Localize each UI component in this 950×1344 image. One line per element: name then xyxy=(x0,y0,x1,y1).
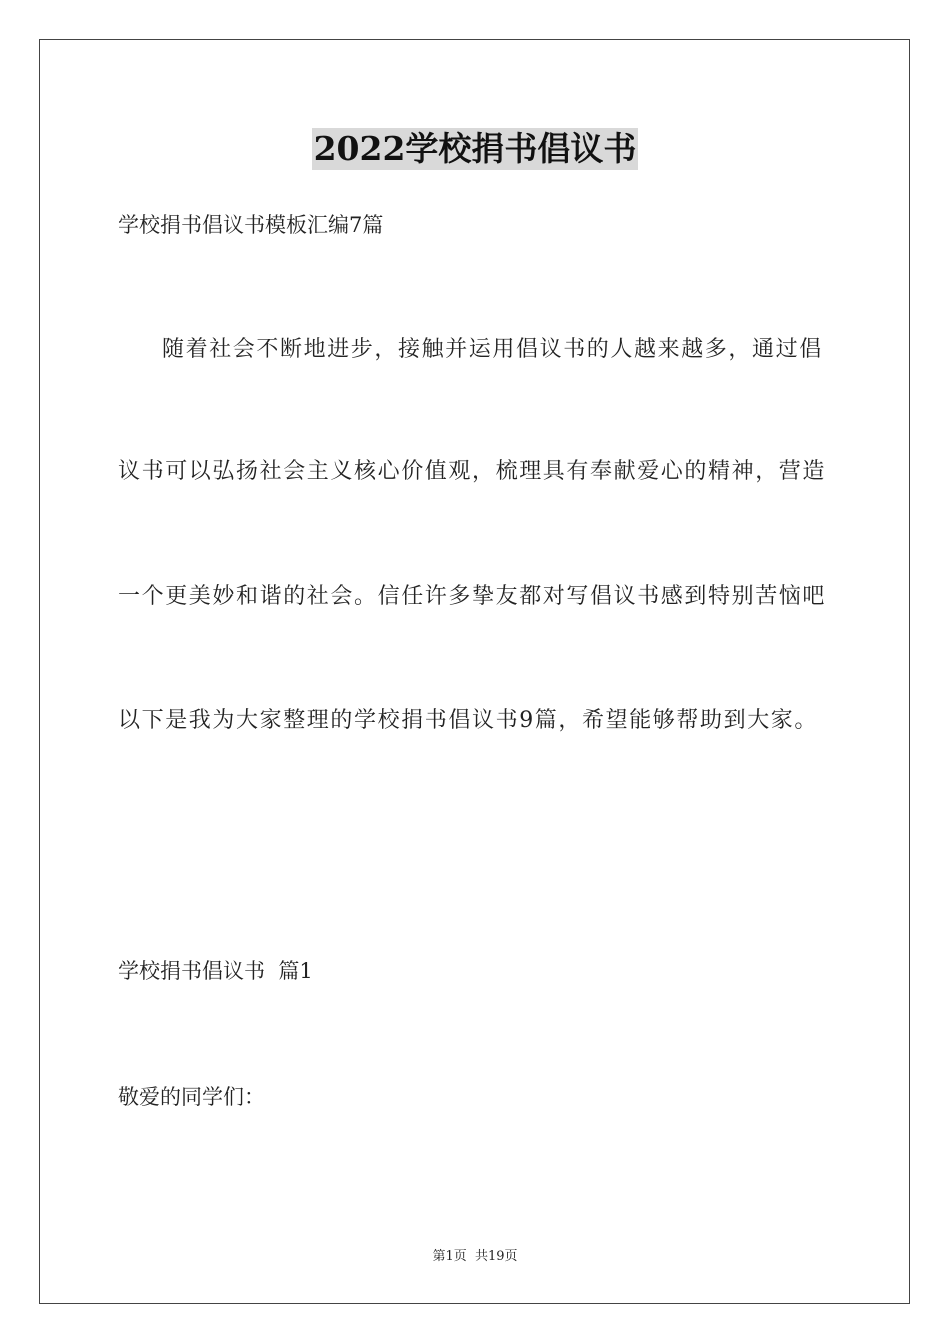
intro-line-1: 随着社会不断地进步，接触并运用倡议书的人越来越多，通过倡 xyxy=(162,337,823,362)
page-footer: 第1页 共19页 xyxy=(432,1249,518,1264)
document-title: 2022学校捐书倡议书 xyxy=(313,129,637,168)
title-container xyxy=(0,128,950,170)
section-heading: 学校捐书倡议书 篇1 xyxy=(118,959,313,983)
greeting: 敬爱的同学们： xyxy=(118,1085,265,1109)
intro-line-2: 议书可以弘扬社会主义核心价值观，梳理具有奉献爱心的精神，营造 xyxy=(118,459,827,484)
document-subtitle: 学校捐书倡议书模板汇编7篇 xyxy=(118,213,384,237)
intro-line-4: 以下是我为大家整理的学校捐书倡议书9篇，希望能够帮助到大家。 xyxy=(118,708,818,733)
intro-line-3: 一个更美妙和谐的社会。信任许多挚友都对写倡议书感到特别苦恼吧 xyxy=(118,584,827,609)
